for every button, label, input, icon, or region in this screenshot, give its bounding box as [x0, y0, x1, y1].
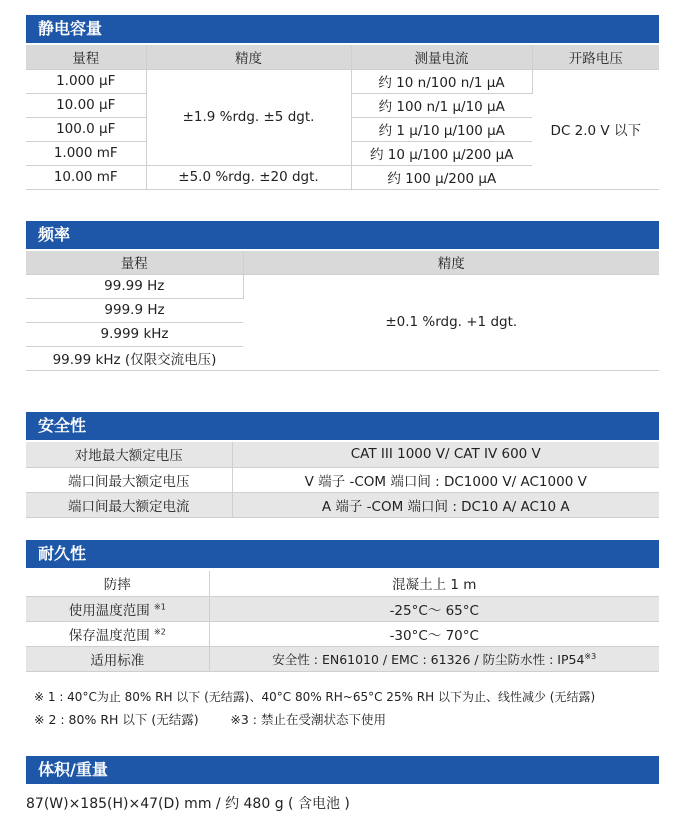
current-cell: 约 10 μ/100 μ/200 μA [351, 141, 532, 165]
section-header-size-weight: 体积/重量 [26, 756, 659, 784]
footnote-ref: ※1 [154, 602, 166, 611]
value-text: -30°C～ 70°C [389, 627, 479, 644]
durability-value [209, 621, 659, 646]
durability-label [26, 596, 209, 621]
size-weight-value: 87(W)×185(H)×47(D) mm / 约 480 g ( 含电池 ) [26, 796, 350, 812]
range-cell: 1.000 μF [26, 69, 146, 93]
range-cell: 999.9 Hz [26, 298, 243, 322]
durability-value [209, 571, 659, 596]
col-header-range: 量程 [26, 251, 243, 274]
value-text: 混凝土上 1 m [392, 577, 477, 594]
accuracy-cell: ±1.9 %rdg. ±5 dgt. [146, 69, 351, 165]
current-cell: 约 100 n/1 μ/10 μA [351, 93, 532, 117]
value-text: 安全性 : EN61010 / EMC : 61326 / 防尘防水性 : IP54 [272, 651, 585, 667]
safety-value: V 端子 -COM 端口间 : DC1000 V/ AC1000 V [232, 467, 659, 492]
range-cell: 9.999 kHz [26, 322, 243, 346]
current-cell: 约 1 μ/10 μ/100 μA [351, 117, 532, 141]
footnote-2: ※ 2 : 80% RH 以下 (无结露) ※3 : 禁止在受潮状态下使用 [34, 712, 386, 727]
footnote-ref: ※2 [154, 627, 166, 636]
current-cell: 约 10 n/100 n/1 μA [351, 69, 532, 93]
value-text: -25°C～ 65°C [389, 602, 479, 619]
frequency-table [26, 251, 659, 371]
accuracy-cell: ±5.0 %rdg. ±20 dgt. [146, 165, 351, 189]
accuracy-cell: ±0.1 %rdg. +1 dgt. [243, 274, 659, 370]
section-header-durability: 耐久性 [26, 540, 659, 568]
section-header-frequency: 频率 [26, 221, 659, 249]
col-header-accuracy: 精度 [243, 251, 659, 274]
safety-label: 端口间最大额定电压 [26, 467, 232, 492]
range-cell: 99.99 kHz (仅限交流电压) [26, 346, 243, 370]
safety-label: 对地最大额定电压 [26, 442, 232, 467]
range-cell: 10.00 mF [26, 165, 146, 189]
durability-value [209, 596, 659, 621]
col-header-accuracy: 精度 [146, 45, 351, 69]
footnote-1: ※ 1 : 40°C为止 80% RH 以下 (无结露)、40°C 80% RH~65°C 25% RH 以下为止、线性减少 (无结露) [34, 690, 596, 704]
open-voltage-cell: DC 2.0 V 以下 [532, 69, 659, 189]
footnote-ref: ※3 [584, 651, 597, 661]
durability-label [26, 621, 209, 646]
label-text: 防摔 [103, 577, 131, 594]
safety-label: 端口间最大额定电流 [26, 492, 232, 517]
range-cell: 10.00 μF [26, 93, 146, 117]
col-header-open-voltage: 开路电压 [532, 45, 659, 69]
durability-table [26, 571, 659, 672]
range-cell: 100.0 μF [26, 117, 146, 141]
durability-value [209, 646, 659, 671]
range-cell: 1.000 mF [26, 141, 146, 165]
safety-table [26, 442, 659, 518]
section-header-capacitance: 静电容量 [26, 15, 659, 43]
label-text: 适用标准 [90, 652, 145, 669]
col-header-range: 量程 [26, 45, 146, 69]
capacitance-table [26, 45, 659, 190]
section-header-safety: 安全性 [26, 412, 659, 440]
safety-value: CAT III 1000 V/ CAT IV 600 V [232, 442, 659, 467]
range-cell: 99.99 Hz [26, 274, 243, 298]
durability-label [26, 571, 209, 596]
durability-label [26, 646, 209, 671]
label-text: 保存温度范围 [68, 627, 150, 644]
current-cell: 约 100 μ/200 μA [351, 165, 532, 189]
label-text: 使用温度范围 [68, 602, 150, 619]
col-header-current: 测量电流 [351, 45, 532, 69]
safety-value: A 端子 -COM 端口间 : DC10 A/ AC10 A [232, 492, 659, 517]
